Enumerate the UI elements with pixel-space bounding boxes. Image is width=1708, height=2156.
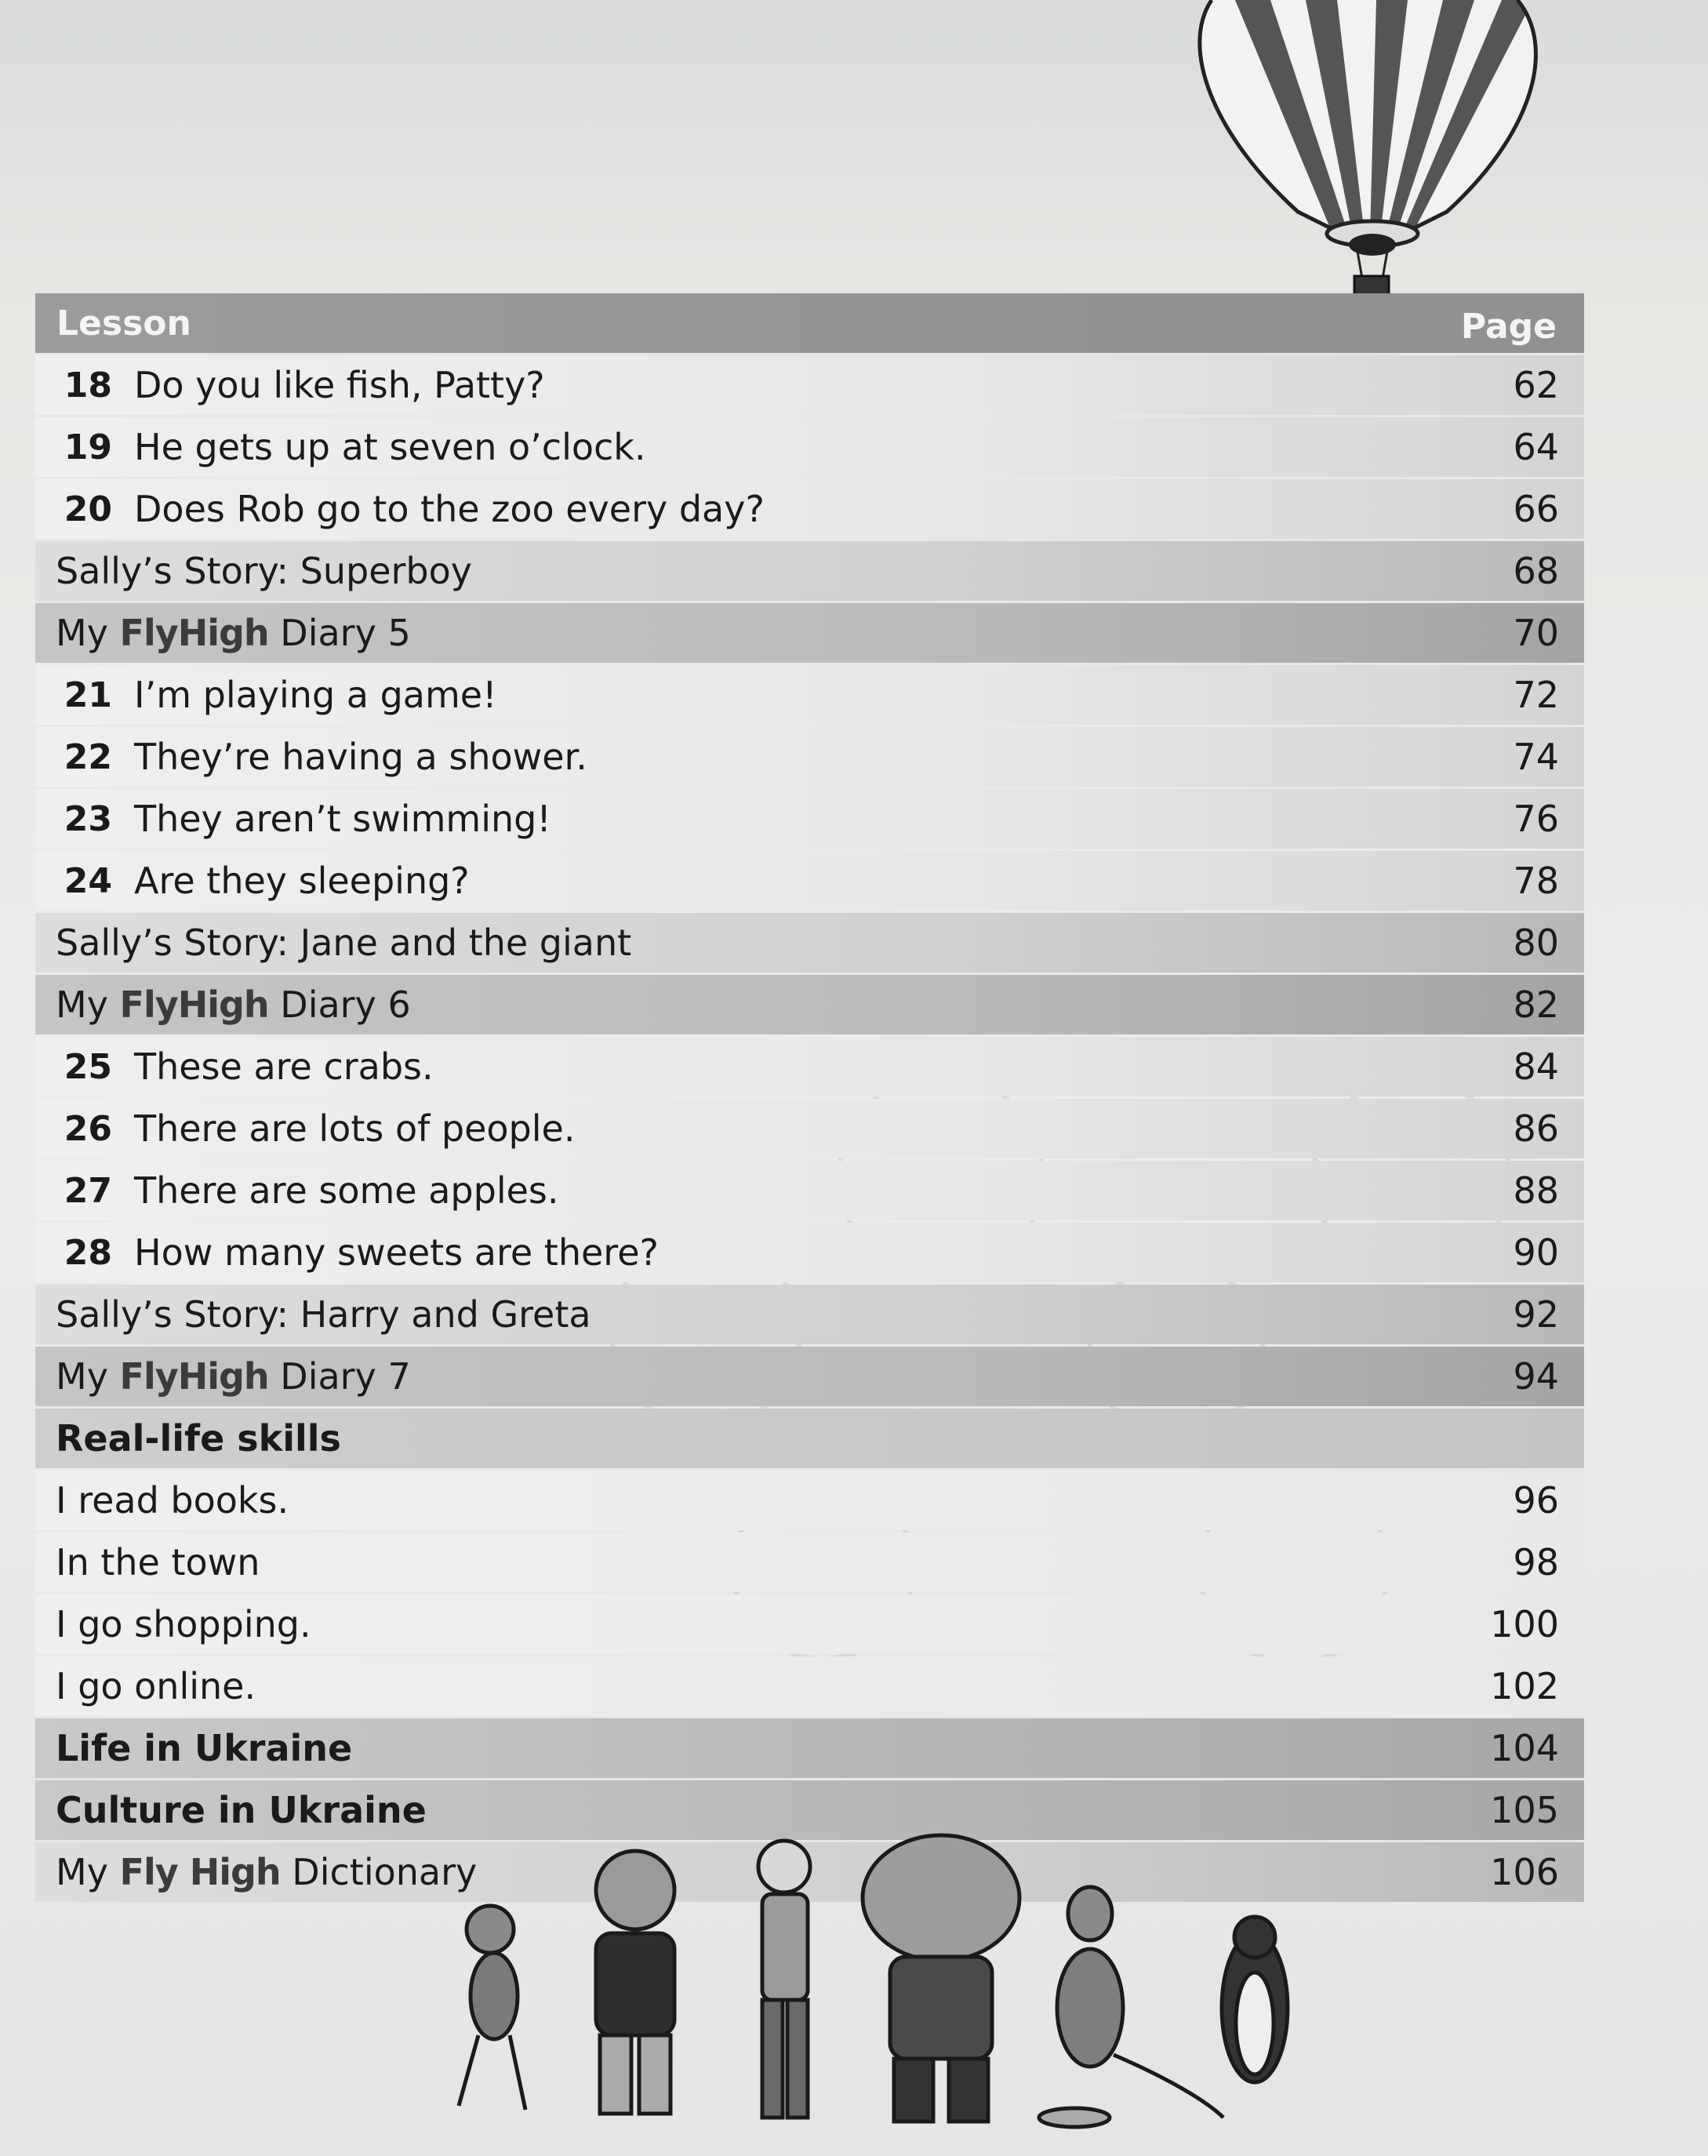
lesson-number: 24	[64, 860, 112, 901]
page-number: 68	[1513, 550, 1559, 592]
story-title: Sally’s Story: Jane and the giant	[56, 922, 632, 964]
lesson-title: There are lots of people.	[134, 1107, 576, 1150]
lesson-number: 23	[64, 798, 112, 839]
page-number: 74	[1513, 736, 1559, 778]
lesson-title: How many sweets are there?	[134, 1231, 659, 1274]
dictionary-prefix: My	[56, 1851, 120, 1893]
page-number: 106	[1490, 1851, 1559, 1893]
diary-suffix: Diary 6	[268, 983, 411, 1026]
lesson-number: 25	[64, 1046, 112, 1087]
toc-row[interactable]	[35, 1223, 1584, 1282]
story-title: Sally’s Story: Harry and Greta	[56, 1293, 591, 1336]
toc-row-diary[interactable]	[35, 975, 1584, 1034]
toc-row-story[interactable]	[35, 1285, 1584, 1344]
lesson-title: Does Rob go to the zoo every day?	[134, 488, 765, 530]
section-title: Life in Ukraine	[56, 1727, 353, 1769]
lesson-number: 26	[64, 1108, 112, 1149]
lesson-number: 21	[64, 674, 112, 715]
diary-suffix: Diary 5	[268, 612, 411, 654]
monkey-character-icon	[459, 1906, 525, 2110]
toc-row[interactable]	[35, 789, 1584, 849]
page-number: 88	[1513, 1169, 1559, 1212]
toc-row-diary[interactable]	[35, 1347, 1584, 1406]
lesson-title: I’m playing a game!	[134, 674, 497, 716]
diary-prefix: My	[56, 612, 120, 654]
page-number: 98	[1513, 1541, 1559, 1583]
lesson-number: 20	[64, 489, 112, 529]
kangaroo-character-icon	[1039, 1887, 1223, 2127]
diary-suffix: Diary 7	[268, 1355, 411, 1398]
table-of-contents	[35, 293, 1584, 1902]
section-heading-real-life-skills	[35, 1409, 1584, 1468]
section-title: Real-life skills	[56, 1417, 341, 1460]
lesson-number: 28	[64, 1232, 112, 1273]
brand-name: FlyHigh	[119, 612, 269, 654]
diary-prefix: My	[56, 983, 120, 1026]
girl-character-icon	[758, 1841, 810, 2118]
page-number: 90	[1513, 1231, 1559, 1274]
toc-row[interactable]	[35, 1471, 1584, 1530]
brand-name: Fly High	[119, 1851, 281, 1893]
toc-row[interactable]	[35, 665, 1584, 725]
penguin-character-icon	[1222, 1917, 1288, 2082]
contents-header	[35, 293, 1584, 353]
skill-title: I read books.	[56, 1479, 289, 1522]
elephant-character-icon	[863, 1835, 1019, 2121]
toc-row-story[interactable]	[35, 541, 1584, 601]
diary-prefix: My	[56, 1355, 120, 1398]
toc-row[interactable]	[35, 417, 1584, 477]
page-number: 94	[1513, 1355, 1559, 1398]
brand-name: FlyHigh	[119, 983, 269, 1026]
page-number: 62	[1513, 364, 1559, 406]
diary-title	[35, 612, 1465, 654]
lesson-title: These are crabs.	[134, 1045, 434, 1088]
page-number: 78	[1513, 860, 1559, 902]
page-number: 102	[1490, 1665, 1559, 1707]
page-column-header: Page	[1460, 306, 1557, 347]
lesson-column-header: Lesson	[56, 303, 191, 344]
hot-air-balloon-illustration	[1188, 0, 1549, 310]
skill-title: I go shopping.	[56, 1603, 311, 1645]
page-number: 64	[1513, 426, 1559, 468]
lesson-number: 18	[64, 365, 112, 405]
toc-row[interactable]	[35, 1594, 1584, 1654]
diary-title	[35, 1355, 1465, 1398]
section-title: Culture in Ukraine	[56, 1789, 427, 1831]
story-title: Sally’s Story: Superboy	[56, 550, 472, 592]
page-number: 100	[1490, 1603, 1559, 1645]
cartoon-characters-illustration	[439, 1827, 1317, 2141]
tiger-character-icon	[596, 1851, 674, 2114]
page-number: 70	[1513, 612, 1559, 654]
toc-row[interactable]	[35, 1037, 1584, 1096]
diary-title	[35, 983, 1465, 1026]
brand-name: FlyHigh	[119, 1355, 269, 1398]
page-number: 82	[1513, 983, 1559, 1026]
page-number: 96	[1513, 1479, 1559, 1522]
page-number: 66	[1513, 488, 1559, 530]
lesson-number: 19	[64, 427, 112, 467]
lesson-title: Do you like fish, Patty?	[134, 364, 545, 406]
toc-row[interactable]	[35, 1656, 1584, 1716]
page-number: 105	[1490, 1789, 1559, 1831]
skill-title: I go online.	[56, 1665, 256, 1707]
toc-row[interactable]	[35, 1532, 1584, 1592]
lesson-title: They aren’t swimming!	[134, 798, 551, 840]
toc-row[interactable]	[35, 851, 1584, 911]
toc-row-life-in-ukraine[interactable]	[35, 1718, 1584, 1778]
lesson-title: He gets up at seven o’clock.	[134, 426, 646, 468]
toc-row[interactable]	[35, 1099, 1584, 1158]
lesson-title: There are some apples.	[134, 1169, 559, 1212]
page-number: 72	[1513, 674, 1559, 716]
lesson-number: 22	[64, 736, 112, 777]
page-number: 104	[1490, 1727, 1559, 1769]
page-number: 76	[1513, 798, 1559, 840]
page-number: 92	[1513, 1293, 1559, 1336]
toc-row-diary[interactable]	[35, 603, 1584, 663]
lesson-number: 27	[64, 1170, 112, 1211]
page-number: 86	[1513, 1107, 1559, 1150]
toc-row[interactable]	[35, 479, 1584, 539]
page-number: 84	[1513, 1045, 1559, 1088]
toc-row[interactable]	[35, 727, 1584, 787]
page-number: 80	[1513, 922, 1559, 964]
skill-title: In the town	[56, 1541, 260, 1583]
toc-row[interactable]	[35, 1161, 1584, 1220]
toc-row-story[interactable]	[35, 913, 1584, 973]
dictionary-suffix: Dictionary	[280, 1851, 478, 1893]
lesson-title: They’re having a shower.	[134, 736, 587, 778]
lesson-title: Are they sleeping?	[134, 860, 470, 902]
toc-row[interactable]	[35, 355, 1584, 415]
